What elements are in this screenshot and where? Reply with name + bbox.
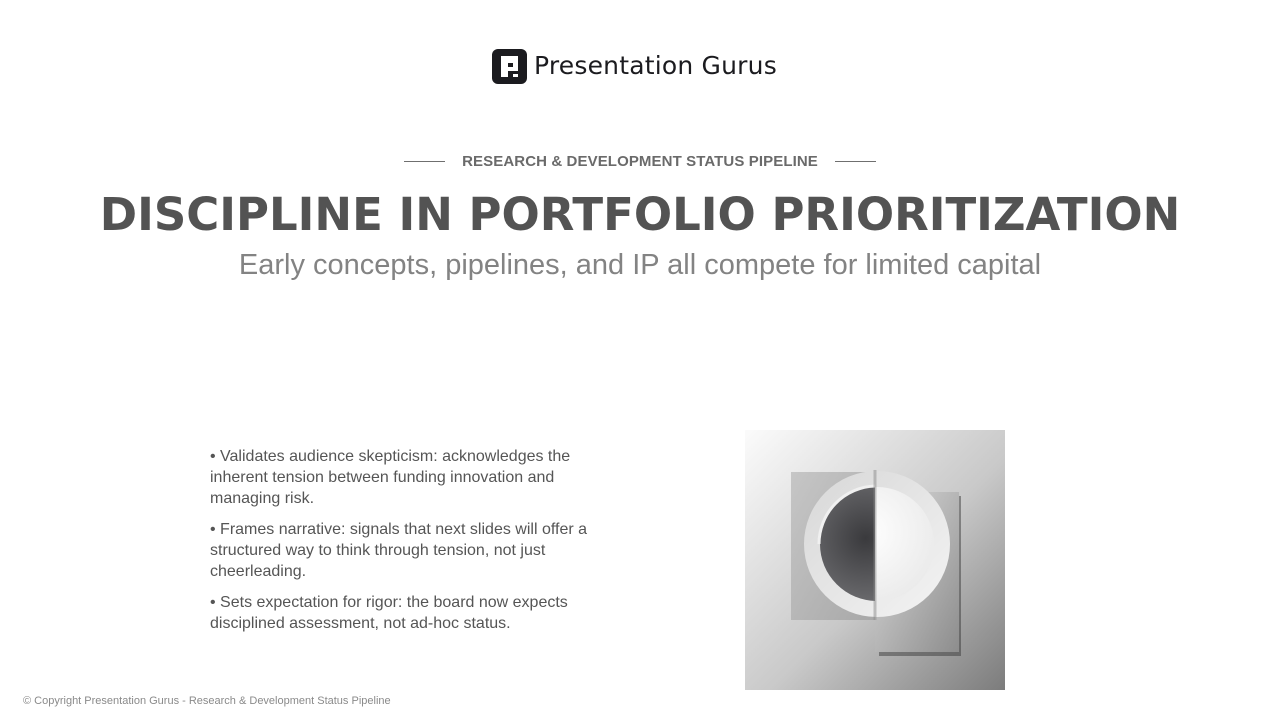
section-eyebrow: [0, 153, 1280, 170]
slide-title: DISCIPLINE IN PORTFOLIO PRIORITIZATION: [99, 188, 1181, 241]
slide-subtitle: Early concepts, pipelines, and IP all compete for limited capital: [238, 249, 1042, 281]
bullet-list: [210, 446, 605, 644]
bullet-item: • Validates audience skepticism: acknowledges the inherent tension between funding innovation and managing risk.: [210, 448, 571, 507]
presentation-gurus-logo-icon: [492, 49, 527, 84]
brand-name: Presentation Gurus: [534, 51, 777, 80]
eyebrow-divider-left: [404, 161, 445, 162]
eyebrow-divider-right: [835, 161, 876, 162]
footer-copyright: © Copyright Presentation Gurus - Research & Development Status Pipeline: [23, 695, 391, 707]
brand-logo: [492, 48, 777, 84]
bullet-item: • Frames narrative: signals that next slides will offer a structured way to think through tension, not just cheerleading.: [210, 521, 588, 580]
bullet-item: • Sets expectation for rigor: the board now expects disciplined assessment, not ad-hoc status.: [210, 594, 568, 632]
abstract-illustration-image: [745, 430, 1005, 690]
eyebrow-label: RESEARCH & DEVELOPMENT STATUS PIPELINE: [462, 153, 818, 170]
